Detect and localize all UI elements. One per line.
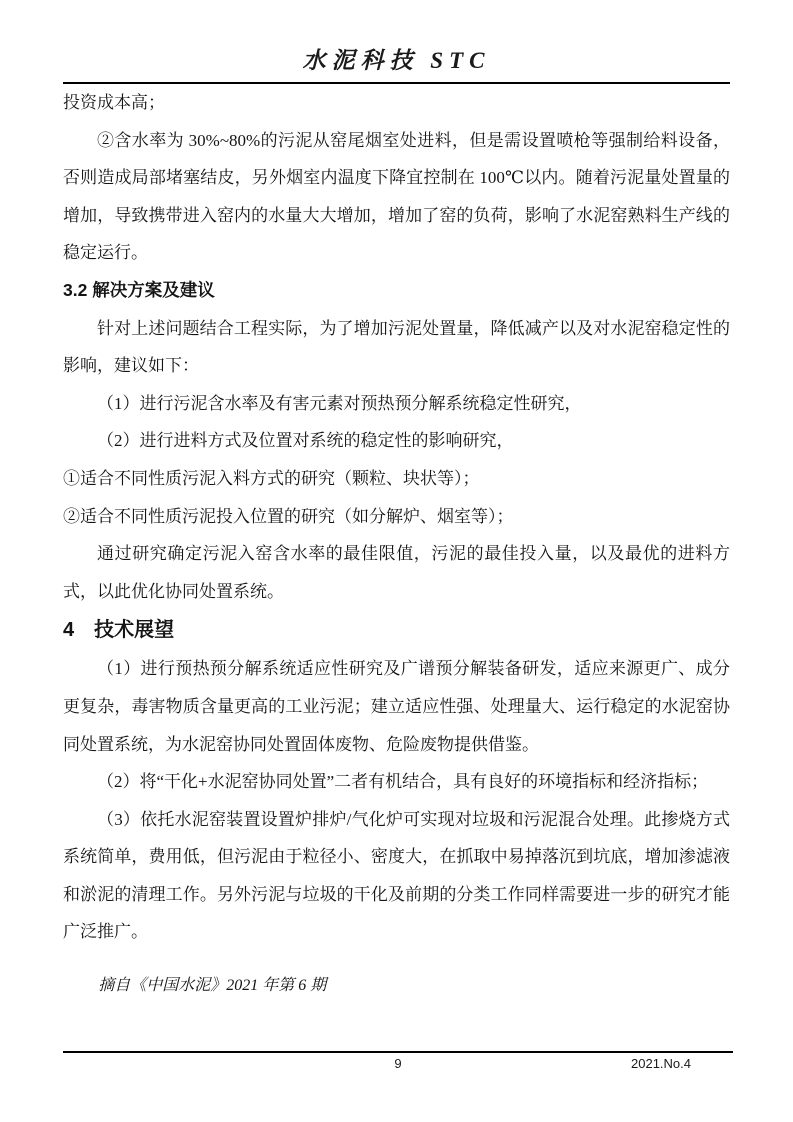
paragraph-suggestion-1: （1）进行污泥含水率及有害元素对预热预分解系统稳定性研究，: [97, 393, 582, 413]
footer-row: [63, 1053, 733, 1075]
issue-number: 2021.No.4: [631, 1056, 691, 1071]
running-footer: [63, 1051, 733, 1075]
paragraph-suggestion-intro: 针对上述问题结合工程实际，为了增加污泥处置量，降低减产以及对水泥窑稳定性的影响，建议如下：: [63, 318, 730, 376]
page-number: 9: [394, 1056, 402, 1071]
paragraph-optimization: 通过研究确定污泥入窑含水率的最佳限值，污泥的最佳投入量，以及最优的进料方式，以此优化协同处置系统。: [63, 544, 730, 601]
paragraph-study-item-2: ②适合不同性质污泥投入位置的研究（如分解炉、烟室等）；: [63, 506, 514, 526]
section-heading-4: 4 技术展望: [63, 619, 175, 642]
paragraph-investment-cost: 投资成本高；: [63, 93, 165, 112]
paragraph-outlook-2: （2）将“干化+水泥窑协同处置”二者有机结合，具有良好的环境指标和经济指标；: [97, 772, 709, 792]
journal-title: 水泥科技 STC: [302, 48, 491, 73]
paragraph-study-item-1: ①适合不同性质污泥入料方式的研究（颗粒、块状等）；: [63, 468, 480, 488]
running-header: [0, 0, 793, 84]
paragraph-suggestion-2: （2）进行进料方式及位置对系统的稳定性的影响研究，: [97, 431, 514, 451]
document-body: [0, 84, 793, 1005]
section-heading-3-2: 3.2 解决方案及建议: [63, 279, 215, 300]
source-citation: 摘自《中国水泥》2021 年第 6 期: [98, 977, 327, 995]
paragraph-outlook-1: （1）进行预热预分解系统适应性研究及广谱预分解装备研发，适应来源更广、成分更复杂，毒害物质含量更高的工业污泥；建立适应性强、处理量大、运行稳定的水泥窑协同处置系统，为水泥窑协同处置固体废物、危险废物提供借鉴。: [63, 659, 730, 754]
paragraph-sludge-feed-issue: ②含水率为 30%~80%的污泥从窑尾烟室处进料，但是需设置喷枪等强制给料设备，否则造成局部堵塞结皮，另外烟室内温度下降宜控制在 100℃以内。随着污泥量处置量的增加，导致携带进入窑内的水量大大增加，增加了窑的负荷，影响了水泥窑熟料生产线的稳定运行。: [63, 130, 730, 263]
paragraph-outlook-3: （3）依托水泥窑装置设置炉排炉/气化炉可实现对垃圾和污泥混合处理。此掺烧方式系统简单，费用低，但污泥由于粒径小、密度大，在抓取中易掉落沉到坑底，增加渗滤液和淤泥的清理工作。另外污泥与垃圾的干化及前期的分类工作同样需要进一步的研究才能广泛推广。: [63, 809, 730, 942]
